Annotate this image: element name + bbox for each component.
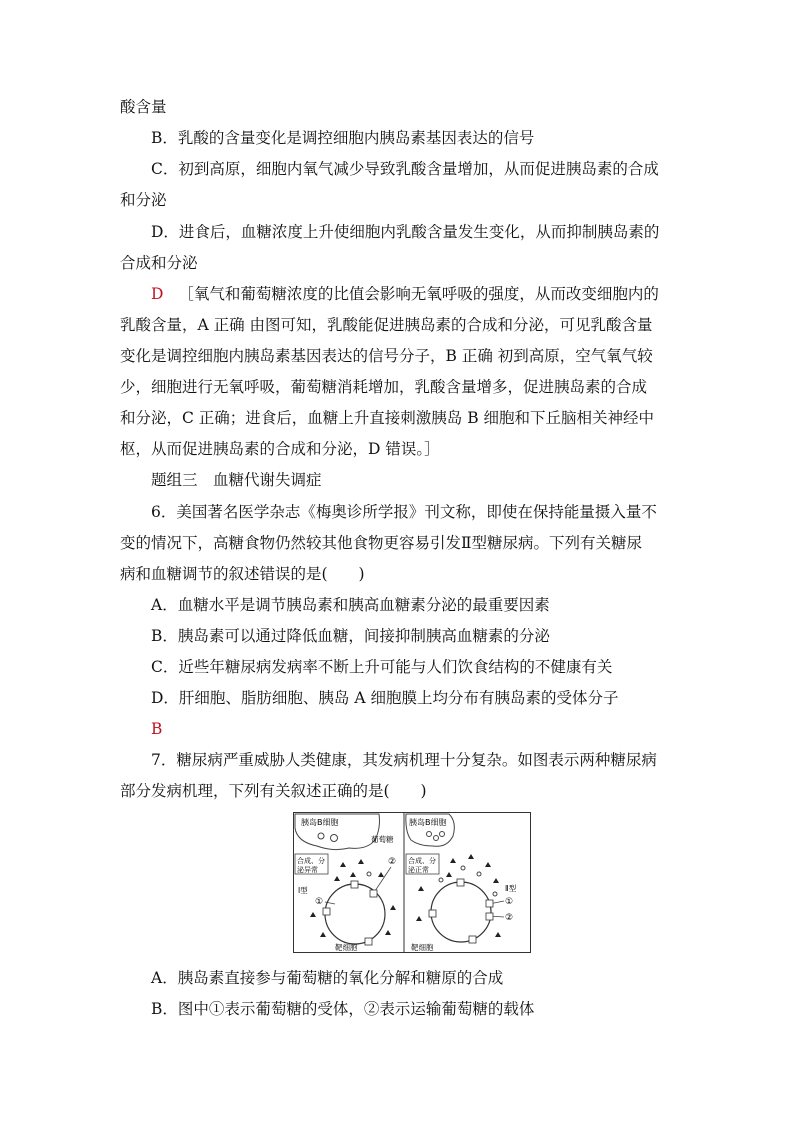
glucose-label: 葡萄糖 (371, 835, 394, 844)
text-line: 合成和分泌 (120, 254, 198, 272)
explanation-text: ［氧气和葡萄糖浓度的比值会影响无氧呼吸的强度，从而改变细胞内的 (178, 285, 659, 303)
option-a: A．血糖水平是调节胰岛素和胰高血糖素分泌的最重要因素 (151, 596, 550, 614)
text-line: 少，细胞进行无氧呼吸，葡萄糖消耗增加，乳酸含量增多，促进胰岛素的合成 (120, 378, 648, 396)
membrane-protein (486, 900, 493, 907)
question-6: 6．美国著名医学杂志《梅奥诊所学报》刊文称，即使在保持能量摄入量不 (151, 503, 657, 521)
membrane-protein (457, 879, 464, 886)
type-2-label: Ⅱ型 (505, 884, 517, 893)
answer-letter: B (151, 720, 163, 738)
option-d: D．进食后，血糖浓度上升使细胞内乳酸含量发生变化，从而抑制胰岛素的 (151, 223, 660, 241)
box-line-2: 泌正常 (408, 866, 429, 874)
text-line: 变化是调控细胞内胰岛素基因表达的信号分子，B 正确 初到高原，空气氧气较 (120, 347, 653, 365)
box-line-1: 合成、分 (297, 857, 325, 865)
islet-b-cell-label: 胰岛B细胞 (409, 818, 447, 827)
text-line: 乳酸含量，A 正确 由图可知，乳酸能促进胰岛素的合成和分泌，可见乳酸含量 (120, 316, 653, 334)
membrane-protein (429, 910, 436, 917)
option-b: B．胰岛素可以通过降低血糖，间接抑制胰高血糖素的分泌 (151, 627, 550, 645)
target-cell-label: 靶细胞 (411, 943, 434, 952)
option-b: B．乳酸的含量变化是调控细胞内胰岛素基因表达的信号 (151, 129, 535, 147)
marker-1: ① (505, 897, 514, 907)
option-d: D．肝细胞、脂肪细胞、胰岛 A 细胞膜上均分布有胰岛素的受体分子 (151, 689, 619, 707)
text-line: 病和血糖调节的叙述错误的是( ) (120, 565, 365, 583)
marker-2: ② (388, 857, 397, 867)
text-line: 和分泌，C 正确；进食后，血糖上升直接刺激胰岛 B 细胞和下丘脑相关神经中 (120, 409, 655, 427)
option-b: B．图中①表示葡萄糖的受体，②表示运输葡萄糖的载体 (151, 1000, 535, 1018)
text-line: 部分发病机理，下列有关叙述正确的是( ) (120, 782, 427, 800)
marker-1: ① (315, 897, 324, 907)
box-line-1: 合成、分 (408, 857, 436, 865)
membrane-protein (323, 908, 330, 915)
question-7: 7．糖尿病严重威胁人类健康，其发病机理十分复杂。如图表示两种糖尿病 (151, 751, 657, 769)
answer-explanation (151, 284, 659, 304)
target-cell-label: 靶细胞 (335, 943, 358, 952)
diabetes-mechanism-figure (293, 812, 531, 953)
membrane-protein (365, 938, 372, 945)
text-line: 枢，从而促进胰岛素的合成和分泌，D 错误。］ (120, 440, 440, 458)
text-line: 酸含量 (120, 98, 167, 116)
option-c: C．近些年糖尿病发病率不断上升可能与人们饮食结构的不健康有关 (151, 658, 613, 676)
answer-letter: D (151, 285, 164, 303)
marker-2: ② (505, 913, 514, 923)
section-heading: 题组三 血糖代谢失调症 (151, 471, 322, 489)
text-line: 变的情况下，高糖食物仍然较其他食物更容易引发Ⅱ型糖尿病。下列有关糖尿 (120, 534, 643, 552)
membrane-protein (469, 936, 476, 943)
option-c: C．初到高原，细胞内氧气减少导致乳酸含量增加，从而促进胰岛素的合成 (151, 160, 659, 178)
option-a: A．胰岛素直接参与葡萄糖的氧化分解和糖原的合成 (151, 969, 504, 987)
membrane-protein (486, 913, 493, 920)
type-1-label: Ⅰ型 (298, 886, 308, 895)
box-line-2: 泌异常 (297, 866, 318, 874)
islet-b-cell-label: 胰岛B细胞 (301, 818, 339, 827)
text-line: 和分泌 (120, 191, 167, 209)
membrane-protein (370, 890, 377, 897)
membrane-protein (351, 881, 358, 888)
